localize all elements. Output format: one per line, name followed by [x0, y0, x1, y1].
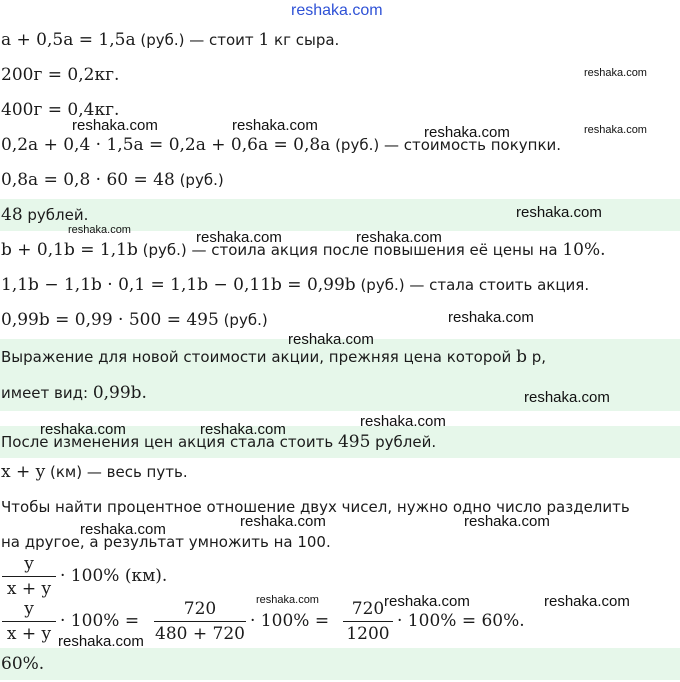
line-1	[0, 24, 680, 56]
text: (км) — весь путь.	[45, 463, 188, 481]
text: Выражение для новой стоимости акции, прежняя цена которой	[1, 348, 517, 366]
text: (руб.)	[218, 311, 268, 329]
text: (руб.) — стала стоить акция.	[355, 276, 590, 294]
watermark: reshaka.com	[544, 593, 630, 610]
math: 495	[337, 432, 371, 452]
watermark: reshaka.com	[240, 513, 326, 530]
text: (руб.) — стоимость покупки.	[330, 136, 562, 154]
numerator: 720	[183, 599, 217, 619]
math: 0,8a = 0,8 · 60 = 48	[1, 170, 175, 190]
text: на другое, а результат умножить на 100.	[1, 533, 331, 551]
line-5	[0, 164, 680, 196]
watermark: reshaka.com	[448, 309, 534, 326]
fraction-bar	[154, 621, 246, 622]
fraction-2-mid-1: · 100% =	[60, 611, 140, 631]
math: 1,1b − 1,1b · 0,1 = 1,1b − 0,11b = 0,99b	[1, 275, 356, 295]
denominator: x + y	[6, 579, 52, 599]
watermark: reshaka.com	[516, 204, 602, 221]
fraction-bar	[2, 576, 56, 577]
fraction-bar	[2, 621, 56, 622]
text: рублей.	[22, 206, 89, 224]
line-8	[0, 269, 680, 301]
watermark: reshaka.com	[196, 229, 282, 246]
math: 1	[258, 30, 270, 50]
text: (руб.) — стоила акция после повышения её цены на	[137, 241, 563, 259]
math: a + 0,5a = 1,5a	[1, 30, 136, 50]
fraction-2b	[154, 598, 246, 645]
math: 200г = 0,2кг.	[1, 65, 120, 85]
watermark: reshaka.com	[68, 224, 131, 236]
line-14	[0, 491, 680, 523]
text: После изменения цен акция стала стоить	[1, 433, 338, 451]
text: имеет вид:	[1, 384, 93, 402]
denominator: x + y	[6, 624, 52, 644]
watermark: reshaka.com	[288, 331, 374, 348]
math: 10%.	[562, 240, 606, 260]
watermark: reshaka.com	[584, 124, 647, 136]
denominator: 480 + 720	[155, 624, 245, 644]
line-7	[0, 234, 680, 266]
text: Чтобы найти процентное отношение двух чисел, нужно одно число разделить	[1, 498, 630, 516]
numerator: y	[24, 599, 34, 619]
watermark: reshaka.com	[200, 421, 286, 438]
watermark: reshaka.com	[40, 421, 126, 438]
denominator: 1200	[346, 624, 390, 644]
line-2	[0, 59, 680, 91]
watermark: reshaka.com	[58, 633, 144, 650]
text: (руб.) — стоит	[135, 31, 259, 49]
math: b	[516, 347, 527, 367]
math: b + 0,1b = 1,1b	[1, 240, 138, 260]
watermark: reshaka.com	[464, 513, 550, 530]
watermark: reshaka.com	[424, 124, 510, 141]
watermark: reshaka.com	[584, 67, 647, 79]
watermark: reshaka.com	[524, 389, 610, 406]
math: 0,99b = 0,99 · 500 = 495	[1, 310, 219, 330]
text: (руб.)	[174, 171, 224, 189]
fraction-2-mid-2: · 100% =	[250, 611, 330, 631]
math: 48	[1, 205, 23, 225]
fraction-1-after: · 100% (км).	[60, 566, 168, 586]
math: 0,2a + 0,4 · 1,5a = 0,2a + 0,6a = 0,8a	[1, 135, 331, 155]
fraction-2-end: · 100% = 60%.	[397, 611, 525, 631]
watermark: reshaka.com	[232, 117, 318, 134]
fraction-y-over-x-plus-y	[2, 553, 56, 600]
numerator: y	[24, 554, 34, 574]
watermark-top: reshaka.com	[291, 2, 383, 19]
answer-4	[0, 648, 680, 680]
watermark: reshaka.com	[256, 594, 319, 606]
watermark: reshaka.com	[356, 229, 442, 246]
math: 400г = 0,4кг.	[1, 100, 120, 120]
line-13	[0, 456, 680, 488]
fraction-2a	[2, 598, 56, 645]
fraction-bar	[343, 621, 393, 622]
numerator: 720	[351, 599, 385, 619]
text: р,	[526, 348, 547, 366]
math: 60%.	[1, 654, 45, 674]
watermark: reshaka.com	[384, 593, 470, 610]
watermark: reshaka.com	[72, 117, 158, 134]
text: кг сыра.	[269, 31, 340, 49]
math: 0,99b.	[92, 383, 147, 403]
math: x + y	[1, 462, 46, 482]
watermark: reshaka.com	[80, 521, 166, 538]
text: рублей.	[370, 433, 437, 451]
watermark: reshaka.com	[360, 413, 446, 430]
